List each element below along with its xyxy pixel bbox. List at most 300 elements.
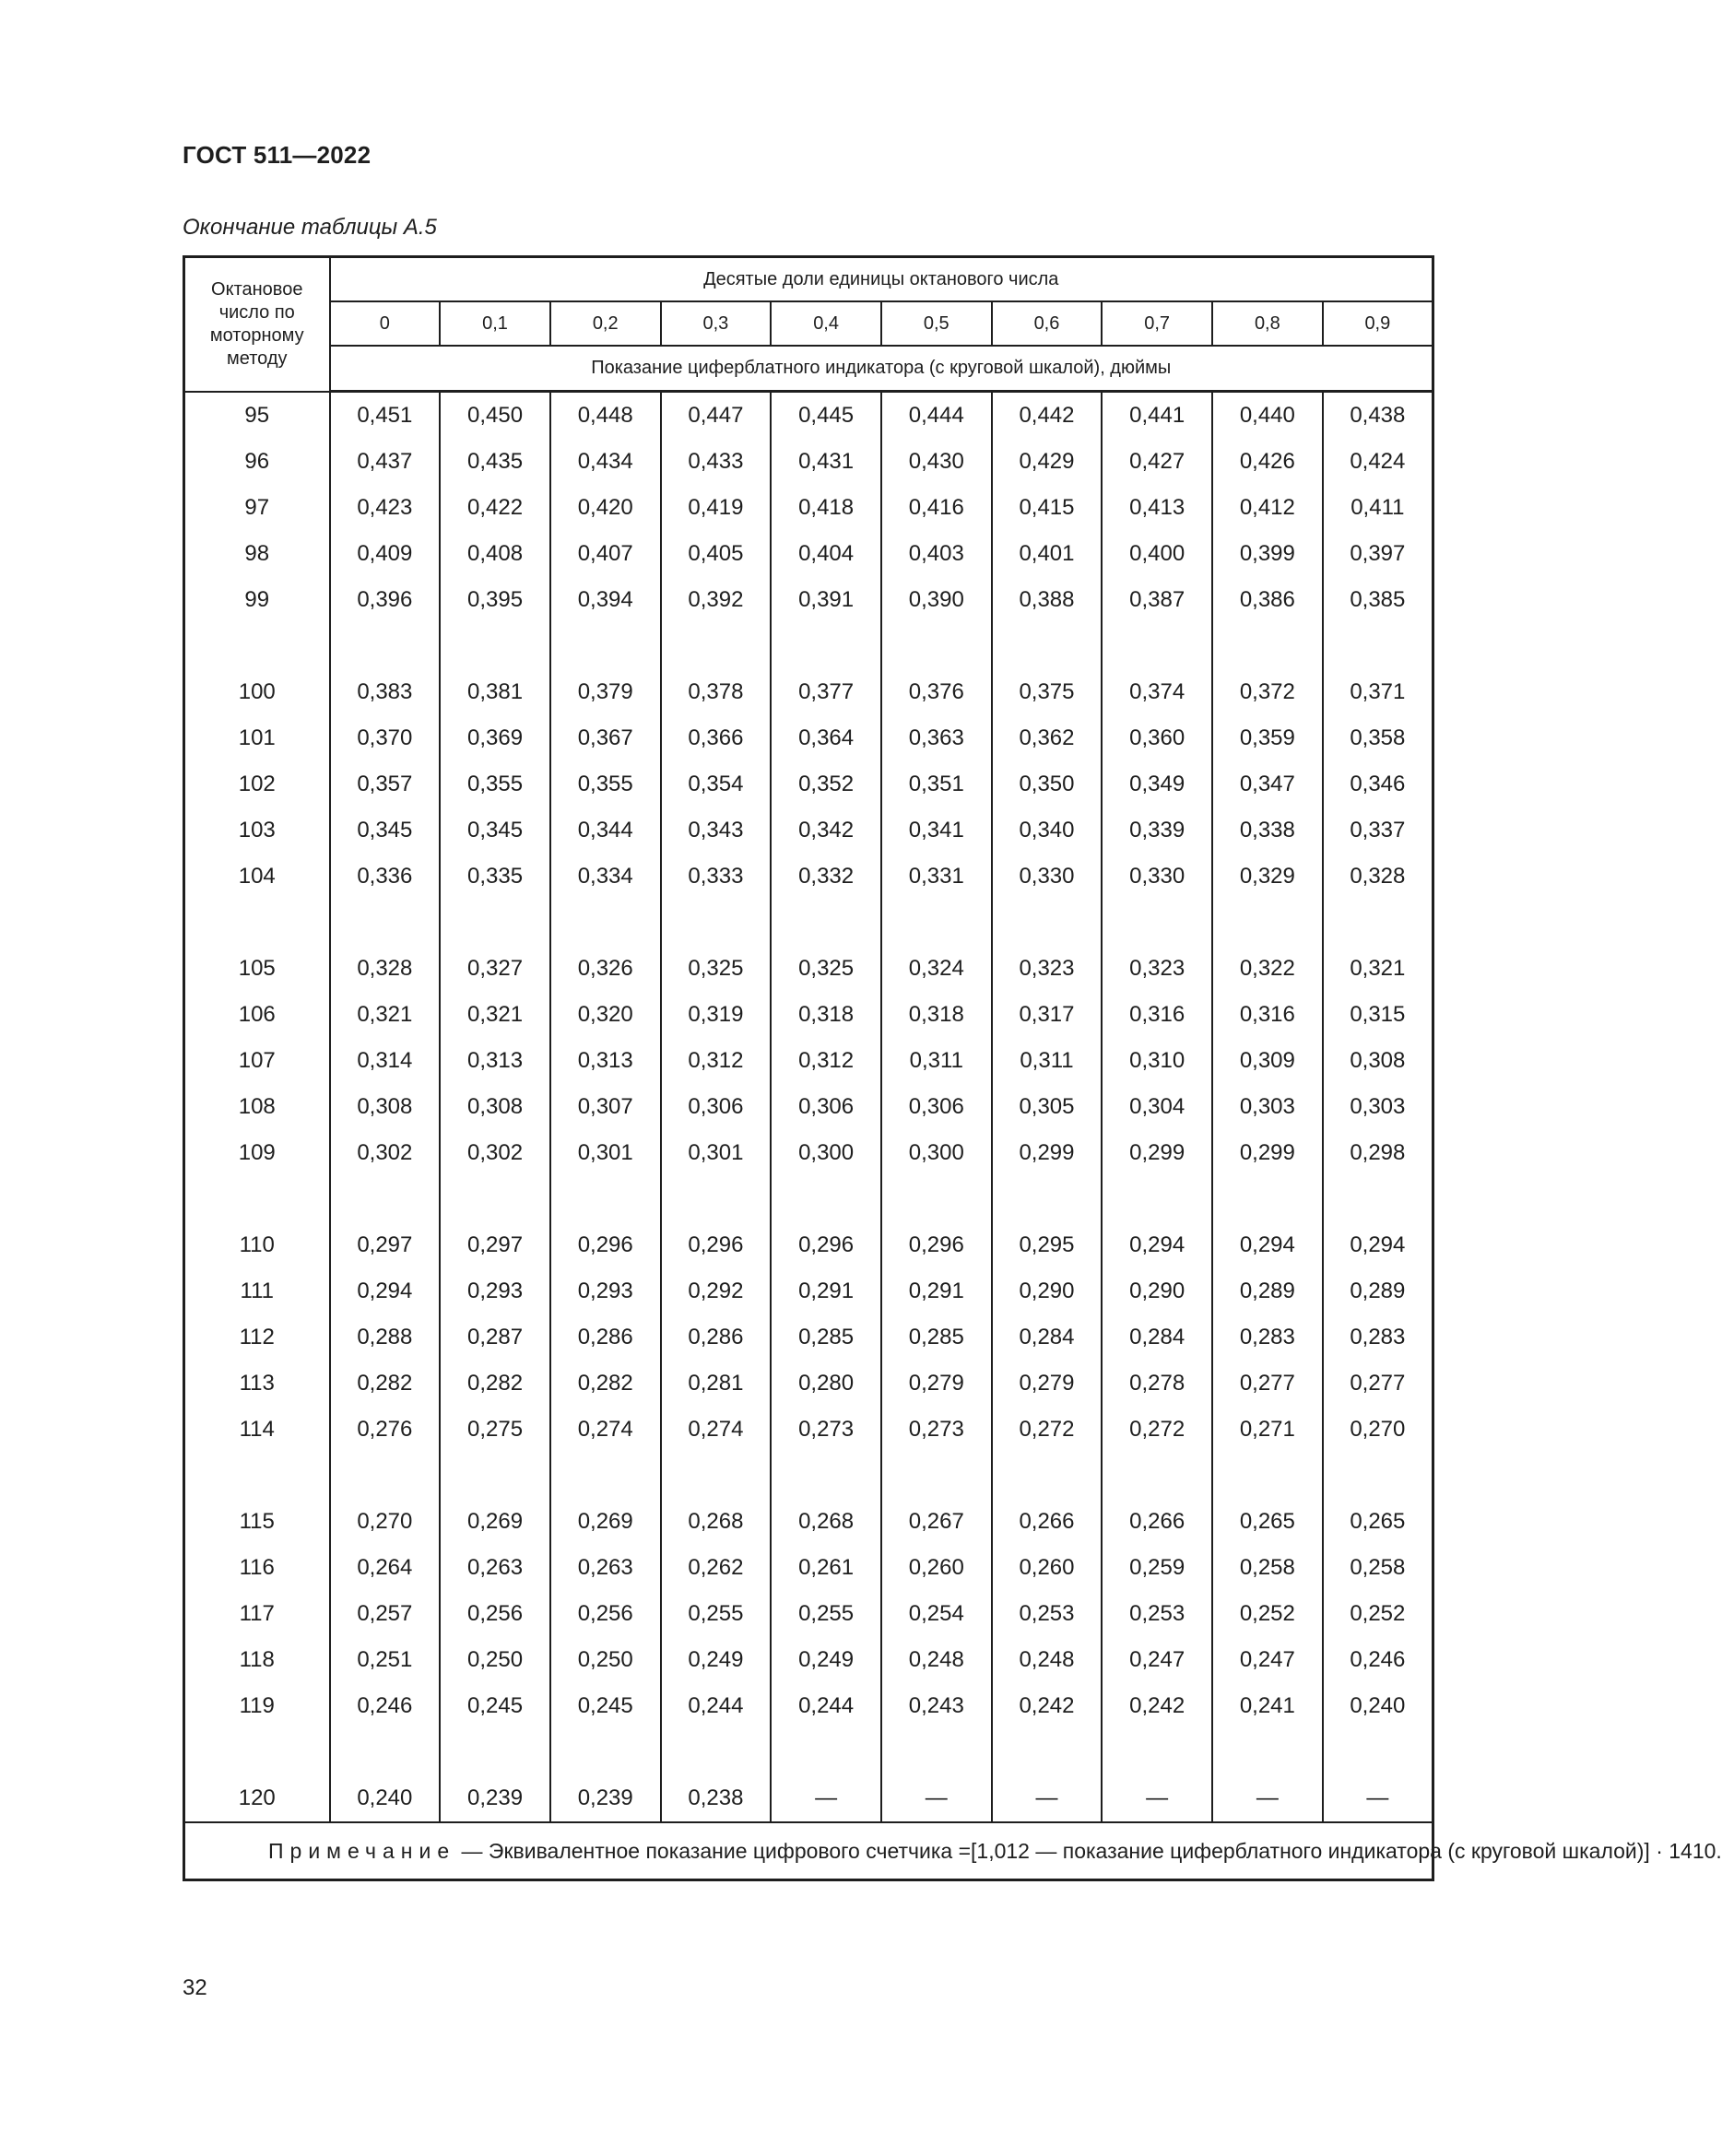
- table-row: [184, 854, 1433, 900]
- value-cell: 0,354: [661, 761, 772, 807]
- value-cell: 0,367: [550, 715, 661, 761]
- value-cell: 0,434: [550, 439, 661, 485]
- value-cell: 0,279: [881, 1361, 992, 1407]
- value-cell: 0,239: [440, 1775, 550, 1822]
- octane-cell: 115: [184, 1499, 330, 1545]
- value-cell: 0,358: [1323, 715, 1433, 761]
- octane-cell: 103: [184, 807, 330, 854]
- spacer-cell: [771, 1453, 881, 1499]
- value-cell: 0,267: [881, 1499, 992, 1545]
- value-cell: 0,423: [330, 485, 441, 531]
- spacer-cell: [550, 1176, 661, 1222]
- table-row: [184, 1683, 1433, 1729]
- value-cell: 0,347: [1212, 761, 1323, 807]
- value-cell: 0,445: [771, 392, 881, 440]
- spacer-cell: [661, 1453, 772, 1499]
- table-row: [184, 807, 1433, 854]
- value-cell: 0,247: [1212, 1637, 1323, 1683]
- value-cell: 0,289: [1212, 1268, 1323, 1314]
- value-cell: 0,271: [1212, 1407, 1323, 1453]
- octane-cell: 107: [184, 1038, 330, 1084]
- value-cell: 0,278: [1102, 1361, 1212, 1407]
- octane-cell: 98: [184, 531, 330, 577]
- value-cell: 0,308: [330, 1084, 441, 1130]
- value-cell: 0,345: [440, 807, 550, 854]
- octane-cell: 113: [184, 1361, 330, 1407]
- value-cell: 0,288: [330, 1314, 441, 1361]
- value-cell: 0,371: [1323, 669, 1433, 715]
- value-cell: 0,376: [881, 669, 992, 715]
- spacer-cell: [661, 1729, 772, 1775]
- table-row: [184, 669, 1433, 715]
- table-row: [184, 1314, 1433, 1361]
- value-cell: 0,260: [881, 1545, 992, 1591]
- value-cell: 0,440: [1212, 392, 1323, 440]
- table-row: [184, 531, 1433, 577]
- spacer-cell: [330, 1729, 441, 1775]
- group-spacer-row: [184, 1729, 1433, 1775]
- spacer-cell: [881, 1453, 992, 1499]
- value-cell: 0,285: [771, 1314, 881, 1361]
- value-cell: 0,245: [440, 1683, 550, 1729]
- value-cell: 0,359: [1212, 715, 1323, 761]
- value-cell: 0,326: [550, 946, 661, 992]
- value-cell: 0,243: [881, 1683, 992, 1729]
- value-cell: 0,331: [881, 854, 992, 900]
- octane-column-header: Октановое число по моторному методу: [184, 257, 330, 392]
- value-cell: 0,321: [440, 992, 550, 1038]
- value-cell: 0,437: [330, 439, 441, 485]
- octane-cell: 97: [184, 485, 330, 531]
- table-row: [184, 1775, 1433, 1822]
- value-cell: 0,335: [440, 854, 550, 900]
- value-cell: 0,386: [1212, 577, 1323, 623]
- value-cell: 0,372: [1212, 669, 1323, 715]
- value-cell: 0,426: [1212, 439, 1323, 485]
- value-cell: —: [992, 1775, 1103, 1822]
- value-cell: 0,263: [550, 1545, 661, 1591]
- value-cell: 0,390: [881, 577, 992, 623]
- spacer-cell: [1102, 900, 1212, 946]
- value-cell: 0,295: [992, 1222, 1103, 1268]
- value-cell: 0,315: [1323, 992, 1433, 1038]
- value-cell: 0,287: [440, 1314, 550, 1361]
- value-cell: 0,327: [440, 946, 550, 992]
- spacer-cell: [661, 1176, 772, 1222]
- spacer-cell: [1212, 623, 1323, 669]
- value-cell: 0,342: [771, 807, 881, 854]
- value-cell: 0,266: [1102, 1499, 1212, 1545]
- table-row: [184, 1545, 1433, 1591]
- octane-cell: 100: [184, 669, 330, 715]
- octane-cell: 96: [184, 439, 330, 485]
- value-cell: 0,323: [992, 946, 1103, 992]
- spacer-cell: [1102, 1453, 1212, 1499]
- value-cell: 0,258: [1323, 1545, 1433, 1591]
- octane-cell: 116: [184, 1545, 330, 1591]
- spacer-cell: [184, 1176, 330, 1222]
- value-cell: 0,270: [330, 1499, 441, 1545]
- value-cell: 0,407: [550, 531, 661, 577]
- fraction-header-cell: 0,4: [771, 301, 881, 346]
- value-cell: 0,290: [992, 1268, 1103, 1314]
- value-cell: 0,266: [992, 1499, 1103, 1545]
- spacer-cell: [1212, 1453, 1323, 1499]
- table-body: [184, 392, 1433, 1823]
- value-cell: 0,263: [440, 1545, 550, 1591]
- table-row: [184, 715, 1433, 761]
- spacer-cell: [440, 1176, 550, 1222]
- value-cell: 0,296: [881, 1222, 992, 1268]
- value-cell: 0,424: [1323, 439, 1433, 485]
- value-cell: 0,416: [881, 485, 992, 531]
- octane-cell: 105: [184, 946, 330, 992]
- group-spacer-row: [184, 1176, 1433, 1222]
- value-cell: 0,387: [1102, 577, 1212, 623]
- value-cell: 0,240: [330, 1775, 441, 1822]
- value-cell: 0,325: [661, 946, 772, 992]
- value-cell: 0,422: [440, 485, 550, 531]
- fraction-header-cell: 0,2: [550, 301, 661, 346]
- value-cell: 0,388: [992, 577, 1103, 623]
- fraction-header-row: [184, 301, 1433, 346]
- value-cell: 0,284: [992, 1314, 1103, 1361]
- value-cell: 0,254: [881, 1591, 992, 1637]
- table-row: [184, 1084, 1433, 1130]
- value-cell: 0,350: [992, 761, 1103, 807]
- value-cell: 0,444: [881, 392, 992, 440]
- table-row: [184, 392, 1433, 440]
- value-cell: 0,317: [992, 992, 1103, 1038]
- value-cell: 0,242: [1102, 1683, 1212, 1729]
- document-header: ГОСТ 511—2022: [183, 141, 372, 169]
- value-cell: 0,363: [881, 715, 992, 761]
- value-cell: 0,282: [550, 1361, 661, 1407]
- spacer-cell: [440, 900, 550, 946]
- value-cell: 0,338: [1212, 807, 1323, 854]
- unit-header: Показание циферблатного индикатора (с круговой шкалой), дюймы: [330, 346, 1433, 392]
- spacer-cell: [881, 1729, 992, 1775]
- spacer-cell: [330, 623, 441, 669]
- table-header: [184, 257, 1433, 392]
- value-cell: 0,294: [1102, 1222, 1212, 1268]
- value-cell: 0,257: [330, 1591, 441, 1637]
- spacer-cell: [992, 1453, 1103, 1499]
- fraction-header-cell: 0,9: [1323, 301, 1433, 346]
- value-cell: 0,433: [661, 439, 772, 485]
- value-cell: —: [1212, 1775, 1323, 1822]
- value-cell: 0,248: [992, 1637, 1103, 1683]
- value-cell: 0,291: [881, 1268, 992, 1314]
- value-cell: 0,399: [1212, 531, 1323, 577]
- octane-cell: 102: [184, 761, 330, 807]
- value-cell: 0,299: [1212, 1130, 1323, 1176]
- value-cell: 0,244: [661, 1683, 772, 1729]
- value-cell: 0,320: [550, 992, 661, 1038]
- spacer-cell: [184, 900, 330, 946]
- value-cell: 0,441: [1102, 392, 1212, 440]
- value-cell: 0,330: [1102, 854, 1212, 900]
- value-cell: 0,396: [330, 577, 441, 623]
- value-cell: 0,304: [1102, 1084, 1212, 1130]
- value-cell: 0,252: [1323, 1591, 1433, 1637]
- table-row: [184, 1038, 1433, 1084]
- value-cell: 0,420: [550, 485, 661, 531]
- value-cell: 0,246: [1323, 1637, 1433, 1683]
- value-cell: 0,268: [771, 1499, 881, 1545]
- value-cell: 0,413: [1102, 485, 1212, 531]
- value-cell: 0,239: [550, 1775, 661, 1822]
- note-text: — Эквивалентное показание цифрового счетчика =[1,012 — показание циферблатного индикатора (с круговой шкалой)] · 1410.: [455, 1838, 1722, 1863]
- spacer-cell: [992, 900, 1103, 946]
- spacer-cell: [992, 1729, 1103, 1775]
- spacer-cell: [440, 1453, 550, 1499]
- table-row: [184, 1268, 1433, 1314]
- value-cell: 0,405: [661, 531, 772, 577]
- value-cell: —: [771, 1775, 881, 1822]
- value-cell: 0,321: [1323, 946, 1433, 992]
- spacer-cell: [184, 1453, 330, 1499]
- table-note: [184, 1822, 1722, 1880]
- value-cell: 0,249: [771, 1637, 881, 1683]
- table-row: [184, 1591, 1433, 1637]
- value-cell: 0,246: [330, 1683, 441, 1729]
- value-cell: 0,256: [550, 1591, 661, 1637]
- value-cell: 0,377: [771, 669, 881, 715]
- value-cell: 0,251: [330, 1637, 441, 1683]
- value-cell: 0,282: [440, 1361, 550, 1407]
- table-row: [184, 761, 1433, 807]
- value-cell: 0,364: [771, 715, 881, 761]
- value-cell: 0,352: [771, 761, 881, 807]
- value-cell: 0,339: [1102, 807, 1212, 854]
- value-cell: 0,268: [661, 1499, 772, 1545]
- value-cell: 0,298: [1323, 1130, 1433, 1176]
- value-cell: 0,238: [661, 1775, 772, 1822]
- octane-cell: 108: [184, 1084, 330, 1130]
- value-cell: 0,431: [771, 439, 881, 485]
- value-cell: 0,448: [550, 392, 661, 440]
- octane-cell: 95: [184, 392, 330, 440]
- value-cell: 0,265: [1323, 1499, 1433, 1545]
- value-cell: 0,355: [440, 761, 550, 807]
- value-cell: 0,280: [771, 1361, 881, 1407]
- value-cell: 0,249: [661, 1637, 772, 1683]
- value-cell: 0,340: [992, 807, 1103, 854]
- value-cell: 0,429: [992, 439, 1103, 485]
- value-cell: 0,312: [661, 1038, 772, 1084]
- octane-cell: 104: [184, 854, 330, 900]
- spacer-cell: [440, 623, 550, 669]
- value-cell: 0,322: [1212, 946, 1323, 992]
- value-cell: 0,392: [661, 577, 772, 623]
- value-cell: 0,283: [1323, 1314, 1433, 1361]
- value-cell: 0,255: [661, 1591, 772, 1637]
- value-cell: 0,332: [771, 854, 881, 900]
- value-cell: 0,302: [440, 1130, 550, 1176]
- value-cell: 0,370: [330, 715, 441, 761]
- table-row: [184, 1222, 1433, 1268]
- value-cell: 0,411: [1323, 485, 1433, 531]
- value-cell: 0,400: [1102, 531, 1212, 577]
- value-cell: 0,330: [992, 854, 1103, 900]
- spacer-cell: [550, 900, 661, 946]
- value-cell: 0,329: [1212, 854, 1323, 900]
- value-cell: 0,403: [881, 531, 992, 577]
- value-cell: 0,378: [661, 669, 772, 715]
- fraction-header-cell: 0,7: [1102, 301, 1212, 346]
- value-cell: 0,357: [330, 761, 441, 807]
- value-cell: 0,250: [440, 1637, 550, 1683]
- octane-cell: 101: [184, 715, 330, 761]
- octane-cell: 119: [184, 1683, 330, 1729]
- spacer-cell: [1323, 1729, 1433, 1775]
- value-cell: 0,286: [550, 1314, 661, 1361]
- value-cell: 0,299: [1102, 1130, 1212, 1176]
- spacer-cell: [1323, 900, 1433, 946]
- value-cell: 0,289: [1323, 1268, 1433, 1314]
- value-cell: 0,276: [330, 1407, 441, 1453]
- value-cell: 0,409: [330, 531, 441, 577]
- value-cell: 0,379: [550, 669, 661, 715]
- value-cell: 0,244: [771, 1683, 881, 1729]
- value-cell: 0,419: [661, 485, 772, 531]
- value-cell: 0,282: [330, 1361, 441, 1407]
- value-cell: 0,321: [330, 992, 441, 1038]
- table-row: [184, 946, 1433, 992]
- value-cell: 0,374: [1102, 669, 1212, 715]
- value-cell: 0,296: [550, 1222, 661, 1268]
- fraction-header-cell: 0,6: [992, 301, 1103, 346]
- table-row: [184, 1361, 1433, 1407]
- value-cell: 0,313: [550, 1038, 661, 1084]
- spacer-cell: [1212, 900, 1323, 946]
- octane-cell: 117: [184, 1591, 330, 1637]
- value-cell: 0,300: [881, 1130, 992, 1176]
- octane-cell: 114: [184, 1407, 330, 1453]
- value-cell: 0,404: [771, 531, 881, 577]
- group-spacer-row: [184, 1453, 1433, 1499]
- value-cell: 0,305: [992, 1084, 1103, 1130]
- value-cell: 0,294: [1323, 1222, 1433, 1268]
- octane-cell: 118: [184, 1637, 330, 1683]
- value-cell: 0,349: [1102, 761, 1212, 807]
- spacer-cell: [771, 1729, 881, 1775]
- value-cell: 0,306: [661, 1084, 772, 1130]
- value-cell: 0,291: [771, 1268, 881, 1314]
- value-cell: 0,284: [1102, 1314, 1212, 1361]
- value-cell: 0,369: [440, 715, 550, 761]
- value-cell: 0,447: [661, 392, 772, 440]
- value-cell: 0,323: [1102, 946, 1212, 992]
- spacer-cell: [550, 1453, 661, 1499]
- value-cell: 0,293: [440, 1268, 550, 1314]
- table-row: [184, 485, 1433, 531]
- value-cell: 0,301: [550, 1130, 661, 1176]
- value-cell: 0,311: [992, 1038, 1103, 1084]
- value-cell: 0,401: [992, 531, 1103, 577]
- value-cell: 0,303: [1212, 1084, 1323, 1130]
- value-cell: 0,250: [550, 1637, 661, 1683]
- value-cell: 0,310: [1102, 1038, 1212, 1084]
- value-cell: 0,277: [1212, 1361, 1323, 1407]
- value-cell: 0,341: [881, 807, 992, 854]
- value-cell: 0,345: [330, 807, 441, 854]
- value-cell: 0,319: [661, 992, 772, 1038]
- value-cell: 0,247: [1102, 1637, 1212, 1683]
- note-label: Примечание: [268, 1838, 456, 1863]
- value-cell: 0,302: [330, 1130, 441, 1176]
- value-cell: 0,383: [330, 669, 441, 715]
- fraction-group-header: Десятые доли единицы октанового числа: [330, 257, 1433, 302]
- value-cell: 0,253: [1102, 1591, 1212, 1637]
- value-cell: 0,281: [661, 1361, 772, 1407]
- value-cell: 0,292: [661, 1268, 772, 1314]
- value-cell: 0,294: [330, 1268, 441, 1314]
- spacer-cell: [1323, 623, 1433, 669]
- spacer-cell: [1212, 1176, 1323, 1222]
- spacer-cell: [330, 900, 441, 946]
- spacer-cell: [550, 1729, 661, 1775]
- value-cell: 0,412: [1212, 485, 1323, 531]
- value-cell: 0,290: [1102, 1268, 1212, 1314]
- value-cell: 0,272: [992, 1407, 1103, 1453]
- value-cell: 0,269: [550, 1499, 661, 1545]
- value-cell: 0,430: [881, 439, 992, 485]
- value-cell: 0,294: [1212, 1222, 1323, 1268]
- spacer-cell: [1102, 1729, 1212, 1775]
- value-cell: 0,337: [1323, 807, 1433, 854]
- value-cell: 0,415: [992, 485, 1103, 531]
- value-cell: 0,311: [881, 1038, 992, 1084]
- octane-cell: 112: [184, 1314, 330, 1361]
- fraction-header-cell: 0,5: [881, 301, 992, 346]
- spacer-cell: [881, 900, 992, 946]
- spacer-cell: [330, 1453, 441, 1499]
- spacer-cell: [440, 1729, 550, 1775]
- spacer-cell: [661, 623, 772, 669]
- octane-cell: 109: [184, 1130, 330, 1176]
- value-cell: 0,265: [1212, 1499, 1323, 1545]
- value-cell: 0,328: [1323, 854, 1433, 900]
- value-cell: 0,286: [661, 1314, 772, 1361]
- value-cell: 0,381: [440, 669, 550, 715]
- value-cell: 0,258: [1212, 1545, 1323, 1591]
- spacer-cell: [881, 1176, 992, 1222]
- value-cell: 0,277: [1323, 1361, 1433, 1407]
- value-cell: 0,279: [992, 1361, 1103, 1407]
- value-cell: 0,299: [992, 1130, 1103, 1176]
- table-row: [184, 1130, 1433, 1176]
- value-cell: 0,274: [661, 1407, 772, 1453]
- value-cell: 0,269: [440, 1499, 550, 1545]
- value-cell: 0,245: [550, 1683, 661, 1729]
- value-cell: 0,262: [661, 1545, 772, 1591]
- value-cell: —: [881, 1775, 992, 1822]
- spacer-cell: [992, 1176, 1103, 1222]
- spacer-cell: [1212, 1729, 1323, 1775]
- value-cell: 0,273: [881, 1407, 992, 1453]
- value-cell: 0,253: [992, 1591, 1103, 1637]
- value-cell: 0,324: [881, 946, 992, 992]
- table-row: [184, 992, 1433, 1038]
- value-cell: 0,438: [1323, 392, 1433, 440]
- value-cell: 0,300: [771, 1130, 881, 1176]
- value-cell: 0,306: [881, 1084, 992, 1130]
- value-cell: 0,241: [1212, 1683, 1323, 1729]
- value-cell: 0,273: [771, 1407, 881, 1453]
- spacer-cell: [771, 900, 881, 946]
